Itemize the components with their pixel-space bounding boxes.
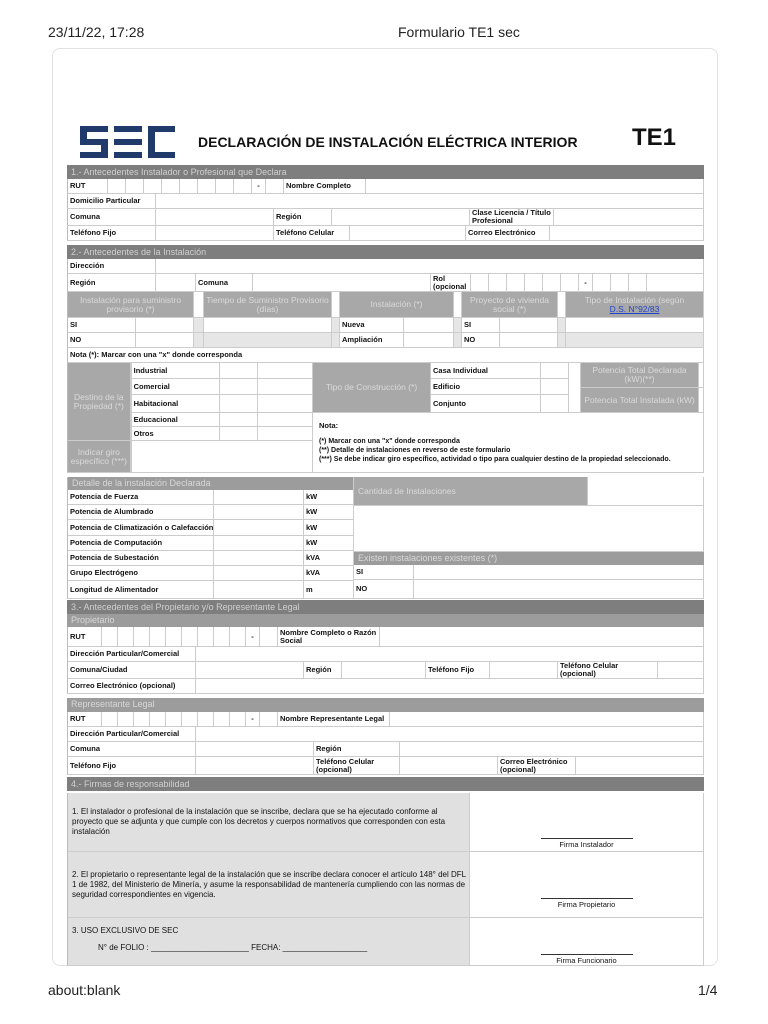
detalle-label: Potencia de Alumbrado	[68, 505, 214, 519]
s2-region-row	[67, 274, 704, 292]
rut-box[interactable]	[182, 627, 198, 646]
detalle-field[interactable]	[214, 490, 304, 504]
potencia-instalada-label: Potencia Total Instalada (kW)	[581, 388, 698, 412]
detalle-field[interactable]	[214, 505, 304, 519]
representante-heading: Representante Legal	[67, 698, 704, 712]
rut-box[interactable]	[214, 627, 230, 646]
rut-box[interactable]	[144, 179, 162, 193]
destino-propiedad-label: Destino de la Propiedad (*)	[68, 363, 131, 441]
instalacion-heading: Instalación (*)	[340, 292, 454, 317]
telefono-celular-label: Teléfono Celular	[274, 226, 350, 240]
detalle-field[interactable]	[214, 566, 304, 580]
rol-dash: -	[579, 274, 593, 291]
rut-box[interactable]	[198, 179, 216, 193]
detalle-unit: m	[306, 584, 313, 594]
cantidad-instalaciones-field[interactable]	[588, 477, 704, 505]
comuna-label: Comuna	[68, 742, 196, 756]
rut-box[interactable]	[230, 627, 246, 646]
s1-rut-row	[67, 179, 704, 194]
print-title: Formulario TE1 sec	[398, 24, 520, 40]
telefono-celular-field[interactable]	[350, 226, 466, 240]
comuna-label: Comuna	[196, 274, 253, 291]
section-4-heading: 4.- Firmas de responsabilidad	[67, 777, 704, 791]
destino-otros-box[interactable]	[220, 427, 258, 440]
correo-label: Correo Electrónico (opcional)	[498, 757, 576, 774]
vivienda-si-box[interactable]	[500, 318, 558, 332]
rut-dash: -	[246, 627, 260, 646]
telefono-fijo-label: Teléfono Fijo	[68, 757, 196, 774]
rut-box[interactable]	[150, 712, 166, 726]
tipo-instalacion-heading	[566, 292, 704, 317]
s2-detalle-block	[67, 477, 704, 599]
s2-destino-block	[67, 363, 704, 473]
rut-box[interactable]	[182, 712, 198, 726]
s1-domicilio-row	[67, 194, 704, 209]
existentes-no-box[interactable]	[414, 580, 704, 598]
s3-rep-telefono-row	[67, 757, 704, 775]
telefono-celular-label: Teléfono Celular (opcional)	[314, 757, 400, 774]
giro-especifico-label: Indicar giro específico (***)	[68, 441, 131, 472]
rut-dv-box[interactable]	[260, 627, 278, 646]
ds-92-83-link[interactable]: D.S. N°92/83	[609, 303, 660, 314]
tiempo-field[interactable]	[204, 318, 332, 332]
s3-correo-row	[67, 679, 704, 694]
cantidad-instalaciones-label: Cantidad de Instalaciones	[354, 477, 588, 505]
construccion-edificio-label: Edificio	[431, 379, 540, 395]
detalle-label: Grupo Electrógeno	[68, 566, 214, 580]
rut-box[interactable]	[234, 179, 252, 193]
rut-box[interactable]	[134, 627, 150, 646]
destino-industrial-label: Industrial	[132, 363, 220, 378]
region-field[interactable]	[342, 662, 426, 678]
detalle-label: Longitud de Alimentador	[68, 581, 214, 598]
region-label: Región	[314, 742, 400, 756]
correo-field[interactable]	[196, 679, 704, 693]
detalle-unit: kVA	[306, 568, 321, 578]
rol-box[interactable]	[561, 274, 579, 291]
propietario-heading: Propietario	[67, 614, 704, 627]
firma-funcionario[interactable]: Firma Funcionario	[541, 954, 633, 965]
vivienda-no-box[interactable]	[500, 333, 558, 347]
direccion-comercial-label: Dirección Particular/Comercial	[68, 727, 196, 741]
rut-box[interactable]	[166, 712, 182, 726]
rut-dv-box[interactable]	[260, 712, 278, 726]
s1-comuna-row	[67, 209, 704, 226]
vivienda-social-heading: Proyecto de vivienda social (*)	[462, 292, 558, 317]
detalle-heading: Detalle de la instalación Declarada	[68, 477, 353, 490]
declaracion-propietario: 2. El propietario o representante legal de la instalación que se inscribe declara conocer el artículo 148° del DFL 1 de 1982, del Ministerio de Minería, y asume la responsabilidad de mantenería cumpliendo con las normas de seguridad correspondientes en vigencia.	[68, 852, 470, 917]
instalaciones-existentes-heading: Existen instalaciones existentes (*)	[354, 552, 704, 565]
correo-label: Correo Electrónico	[466, 226, 550, 240]
uso-exclusivo-sec: 3. USO EXCLUSIVO DE SEC	[72, 926, 179, 935]
nueva-box[interactable]	[404, 318, 454, 332]
rol-label: Rol (opcional	[431, 274, 471, 291]
detalle-field[interactable]	[214, 581, 304, 598]
nombre-razon-social-label: Nombre Completo o Razón Social	[278, 627, 380, 646]
rut-box[interactable]	[102, 627, 118, 646]
nota-1: (*) Marcar con una "x" donde corresponda	[319, 438, 460, 445]
rut-box[interactable]	[162, 179, 180, 193]
detalle-unit: kW	[306, 492, 318, 502]
firma-instalador[interactable]: Firma Instalador	[541, 838, 633, 849]
telefono-fijo-label: Teléfono Fijo	[68, 226, 156, 240]
comuna-ciudad-field[interactable]	[196, 662, 304, 678]
construccion-conjunto-box[interactable]	[541, 395, 568, 412]
existentes-no-label: NO	[354, 580, 414, 598]
comuna-ciudad-label: Comuna/Ciudad	[68, 662, 196, 678]
nota-3: (***) Se debe indicar giro específico, actividad o tipo para cualquier destino de la propiedad seleccionado.	[319, 455, 671, 463]
rol-box[interactable]	[593, 274, 611, 291]
rut-box[interactable]	[118, 712, 134, 726]
section-2-heading: 2.- Antecedentes de la Instalación	[67, 245, 704, 259]
rol-box[interactable]	[525, 274, 543, 291]
potencia-instalada-field[interactable]	[699, 388, 704, 412]
detalle-label: Potencia de Climatización o Calefacción	[68, 520, 214, 535]
telefono-fijo-field[interactable]	[196, 757, 314, 774]
rut-box[interactable]	[134, 712, 150, 726]
s4-instalador-row	[67, 793, 704, 852]
vivienda-no-label: NO	[462, 333, 500, 347]
suministro-si-label: SI	[68, 318, 136, 332]
rol-box[interactable]	[647, 274, 704, 291]
region-field[interactable]	[332, 209, 470, 225]
region-label: Región	[274, 209, 332, 225]
suministro-si-box[interactable]	[136, 318, 194, 332]
notas-box	[313, 413, 704, 472]
nota-2: (**) Detalle de instalaciones en reverso de este formulario	[319, 446, 511, 454]
detalle-label: Potencia de Subestación	[68, 551, 214, 565]
comuna-label: Comuna	[68, 209, 156, 225]
rut-label: RUT	[68, 712, 102, 726]
destino-habitacional-label: Habitacional	[132, 395, 220, 412]
detalle-field[interactable]	[214, 536, 304, 550]
s4-propietario-row	[67, 852, 704, 918]
detalle-unit: kVA	[306, 553, 321, 563]
rut-box[interactable]	[230, 712, 246, 726]
nueva-label: Nueva	[340, 318, 404, 332]
ampliacion-box[interactable]	[404, 333, 454, 347]
detalle-label: Potencia de Fuerza	[68, 490, 214, 504]
rol-box[interactable]	[611, 274, 629, 291]
tipo-instalacion-text: Tipo de Instalación (según	[584, 294, 685, 305]
direccion-comercial-label: Dirección Particular/Comercial	[68, 647, 196, 661]
destino-educacional-label: Educacional	[132, 413, 220, 426]
rut-box[interactable]	[118, 627, 134, 646]
direccion-label: Dirección	[68, 259, 156, 273]
s3-rep-direccion-row	[67, 727, 704, 742]
print-url: about:blank	[48, 982, 121, 998]
rut-box[interactable]	[150, 627, 166, 646]
rut-box[interactable]	[126, 179, 144, 193]
firma-propietario[interactable]: Firma Propietario	[541, 898, 633, 909]
destino-comercial-label: Comercial	[132, 379, 220, 394]
ampliacion-label: Ampliación	[340, 333, 404, 347]
rol-box[interactable]	[507, 274, 525, 291]
construccion-conjunto-label: Conjunto	[433, 398, 466, 408]
clase-licencia-label: Clase Licencia / Título Profesional	[470, 209, 554, 225]
correo-field[interactable]	[550, 226, 704, 240]
rut-dash: -	[246, 712, 260, 726]
domicilio-label: Domicilio Particular	[68, 194, 156, 208]
vivienda-si-label: SI	[462, 318, 500, 332]
print-page-number: 1/4	[698, 982, 718, 998]
destino-industrial-box[interactable]	[220, 363, 258, 378]
rol-box[interactable]	[489, 274, 507, 291]
existentes-si-box[interactable]	[414, 565, 704, 579]
nombre-representante-field[interactable]	[390, 712, 704, 726]
rut-box[interactable]	[214, 712, 230, 726]
suministro-no-box[interactable]	[136, 333, 194, 347]
comuna-field[interactable]	[253, 274, 431, 291]
rut-box[interactable]	[198, 627, 214, 646]
s4-sec-row	[67, 918, 704, 966]
detalle-field[interactable]	[214, 551, 304, 565]
rut-box[interactable]	[180, 179, 198, 193]
nota-label: Nota:	[319, 421, 339, 430]
rol-box[interactable]	[629, 274, 647, 291]
destino-habitacional-box[interactable]	[220, 395, 258, 412]
construccion-casa-label: Casa Individual	[431, 363, 540, 379]
s2-type-headings-row	[67, 292, 704, 318]
rut-dash: -	[252, 179, 266, 193]
correo-field[interactable]	[576, 757, 704, 774]
destino-comercial-box[interactable]	[220, 379, 258, 394]
tipo-instalacion-field[interactable]	[566, 318, 704, 332]
rut-box[interactable]	[216, 179, 234, 193]
rut-box[interactable]	[102, 712, 118, 726]
region-label: Región	[68, 274, 156, 291]
comuna-field[interactable]	[196, 742, 314, 756]
giro-especifico-field[interactable]	[132, 441, 312, 472]
clase-licencia-field[interactable]	[554, 209, 704, 225]
s3-rep-comuna-row	[67, 742, 704, 757]
te1-form	[67, 165, 704, 966]
nombre-representante-label: Nombre Representante Legal	[278, 712, 390, 726]
s3-direccion-row	[67, 647, 704, 662]
domicilio-field[interactable]	[156, 194, 704, 208]
detalle-unit: kW	[306, 522, 318, 532]
s3-rep-rut-row	[67, 712, 704, 727]
detalle-label: Potencia de Computación	[68, 536, 214, 550]
direccion-field[interactable]	[156, 259, 704, 273]
section-3-heading: 3.- Antecedentes del Propietario y/o Representante Legal	[67, 600, 704, 614]
telefono-celular-field[interactable]	[400, 757, 498, 774]
nombre-label: Nombre Completo	[284, 179, 366, 193]
s2-nota-row	[67, 348, 704, 363]
suministro-no-label: NO	[68, 333, 136, 347]
s2-no-row	[67, 333, 704, 348]
rut-label: RUT	[68, 627, 102, 646]
region-field[interactable]	[400, 742, 704, 756]
declaracion-instalador: 1. El instalador o profesional de la instalación que se inscribe, declara que se ha ejecutado conforme al proyecto que se adjunta y que cumple con los decretos y cuerpos normativos que corresponden con esta instalación	[68, 793, 470, 851]
telefono-fijo-field[interactable]	[156, 226, 274, 240]
document-title: DECLARACIÓN DE INSTALACIÓN ELÉCTRICA INTERIOR	[198, 134, 578, 150]
sec-logo	[80, 124, 176, 160]
direccion-comercial-field[interactable]	[196, 727, 704, 741]
telefono-fijo-field[interactable]	[490, 662, 558, 678]
existentes-si-label: SI	[354, 565, 414, 579]
comuna-field[interactable]	[156, 209, 274, 225]
telefono-celular-label: Teléfono Celular (opcional)	[558, 662, 658, 678]
region-field[interactable]	[156, 274, 196, 291]
document-code: TE1	[632, 124, 677, 151]
telefono-celular-field[interactable]	[658, 662, 704, 678]
rut-box[interactable]	[166, 627, 182, 646]
tiempo-suministro-heading: Tiempo de Suministro Provisorio (días)	[204, 292, 332, 317]
folio-fecha-field[interactable]: N° de FOLIO : ______________________ FECHA: ___________________	[98, 943, 368, 952]
s1-telefono-row	[67, 226, 704, 241]
potencia-declarada-label: Potencia Total Declarada (kW)(**)	[581, 363, 698, 388]
telefono-fijo-label: Teléfono Fijo	[426, 662, 490, 678]
s2-direccion-row	[67, 259, 704, 274]
detalle-field[interactable]	[214, 520, 304, 535]
rut-box[interactable]	[198, 712, 214, 726]
detalle-unit: kW	[306, 507, 318, 517]
nombre-field[interactable]	[366, 179, 704, 193]
construccion-edificio-box[interactable]	[541, 379, 568, 395]
region-label: Región	[304, 662, 342, 678]
suministro-provisorio-heading: Instalación para suministro provisorio (*)	[68, 292, 194, 317]
correo-label: Correo Electrónico (opcional)	[68, 679, 196, 693]
tipo-construccion-label: Tipo de Construcción (*)	[313, 363, 431, 412]
s3-comuna-row	[67, 662, 704, 679]
construccion-casa-box[interactable]	[541, 363, 568, 379]
rut-dv-box[interactable]	[266, 179, 284, 193]
rut-box[interactable]	[108, 179, 126, 193]
potencia-declarada-field[interactable]	[699, 363, 704, 388]
destino-otros-label: Otros	[132, 427, 220, 440]
print-datetime: 23/11/22, 17:28	[48, 24, 145, 40]
direccion-comercial-field[interactable]	[196, 647, 704, 661]
rut-label: RUT	[68, 179, 108, 193]
s3-rut-row	[67, 627, 704, 647]
detalle-unit: kW	[306, 538, 318, 548]
nombre-razon-social-field[interactable]	[380, 627, 704, 646]
rol-box[interactable]	[471, 274, 489, 291]
rol-box[interactable]	[543, 274, 561, 291]
section-1-heading: 1.- Antecedentes Instalador o Profesional que Declara	[67, 165, 704, 179]
nota-marcar: Nota (*): Marcar con una "x" donde corresponda	[68, 348, 704, 362]
destino-educacional-box[interactable]	[220, 413, 258, 426]
s2-si-row	[67, 318, 704, 333]
